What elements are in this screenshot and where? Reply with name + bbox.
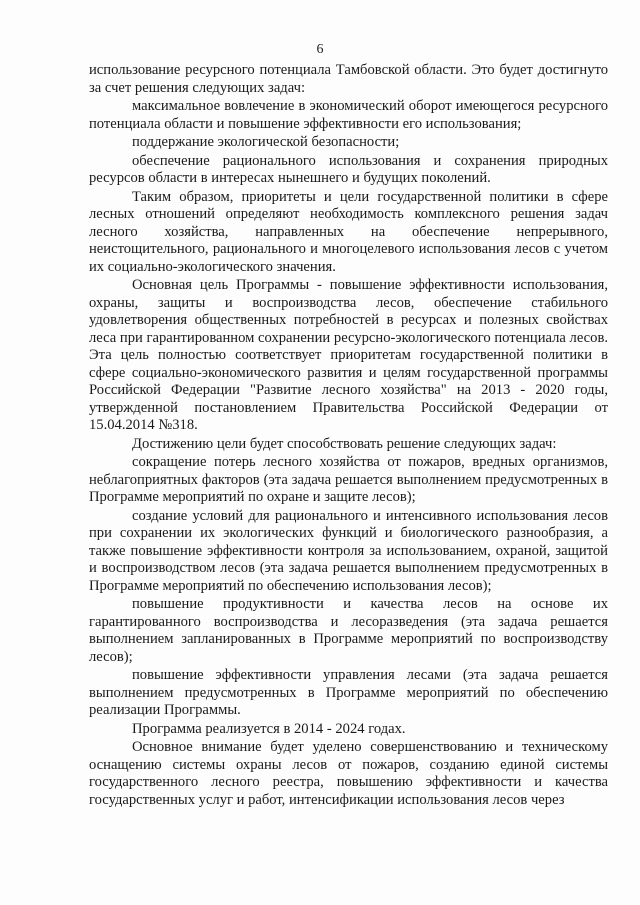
paragraph: поддержание экологической безопасности; — [132, 134, 400, 150]
paragraph: обеспечение рационального использования и сохранения природных ресурсов области в интересах нынешнего и будущих поколений. — [89, 152, 608, 186]
document-body — [89, 62, 608, 809]
paragraph: Программа реализуется в 2014 - 2024 годах. — [132, 720, 406, 737]
paragraph: использование ресурсного потенциала Тамбовской области. Это будет достигнуто за счет решения следующих задач: — [89, 62, 608, 96]
paragraph: повышение эффективности управления лесами (эта задача решается выполнением предусмотренных в Программе мероприятий по обеспечению реализации Программы. — [89, 667, 608, 718]
paragraph: максимальное вовлечение в экономический оборот имеющегося ресурсного потенциала области и повышение эффективности его использования; — [89, 98, 608, 132]
paragraph: сокращение потерь лесного хозяйства от пожаров, вредных организмов, неблагоприятных факторов (эта задача решается выполнением предусмотренных в Программе мероприятий по охране и защите лесов); — [89, 454, 608, 505]
paragraph: повышение продуктивности и качества лесов на основе их гарантированного воспроизводства и лесоразведения (эта задача решается выполнением запланированных в Программе мероприятий по воспроизводству лесов); — [89, 596, 608, 665]
paragraph: Основная цель Программы - повышение эффективности использования, охраны, защиты и воспроизводства лесов, обеспечение стабильного удовлетворения общественных потребностей в ресурсах и полезных свойствах леса при гарантированном сохранении ресурсно-экологического потенциала лесов. Эта цель полностью соответствует приоритетам государственной политики в сфере социально-экономического развития и целям государственной программы Российской Федерации "Развитие лесного хозяйства" на 2013 - 2020 годы, утвержденной постановлением Правительства Российской Федерации от 15.04.2014 №318. — [89, 277, 608, 433]
paragraph: Достижению цели будет способствовать решение следующих задач: — [132, 435, 557, 452]
paragraph: Основное внимание будет уделено совершенствованию и техническому оснащению системы охраны лесов от пожаров, созданию единой системы государственного лесного реестра, повышению эффективности и качества государственных услуг и работ, интенсификации использования лесов через — [89, 739, 608, 808]
paragraph: Таким образом, приоритеты и цели государственной политики в сфере лесных отношений определяют необходимость комплексного решения задач лесного хозяйства, направленных на обеспечение непрерывного, неистощительного, рационального и многоцелевого использования лесов с учетом их социально-экологического значения. — [89, 188, 608, 275]
paragraph: создание условий для рационального и интенсивного использования лесов при сохранении их экологических функций и биологического разнообразия, а также повышение эффективности контроля за использованием, охраной, защитой и воспроизводством лесов (эта задача решается выполнением предусмотренных в Программе мероприятий по обеспечению использования лесов); — [89, 507, 608, 594]
page-number: 6 — [316, 42, 324, 57]
